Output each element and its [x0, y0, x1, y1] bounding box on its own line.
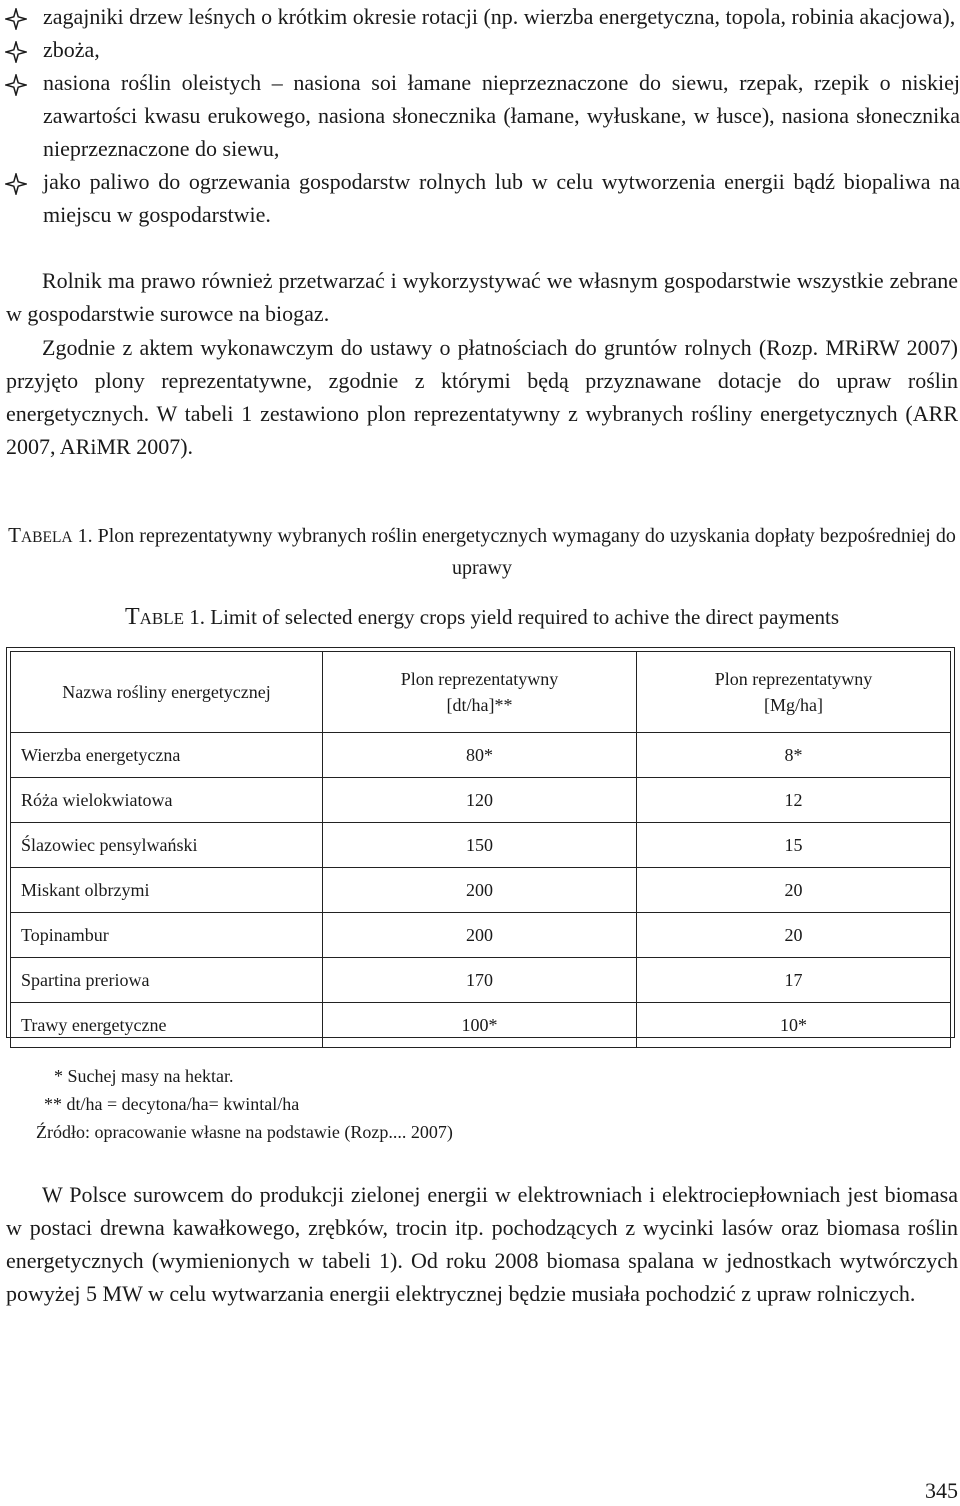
footnote-dry-mass: * Suchej masy na hektar. — [54, 1066, 234, 1086]
table-row — [11, 1003, 951, 1048]
crop-yield-table — [10, 651, 951, 1048]
bullet-item — [0, 165, 960, 231]
yield-dt-cell: 200 — [323, 913, 637, 958]
table-footnotes — [36, 1062, 453, 1146]
crop-name-cell: Spartina preriowa — [11, 958, 323, 1003]
paragraph: Rolnik ma prawo również przetwarzać i wykorzystywać we własnym gospodarstwie wszystkie zebrane w gospodarstwie surowce na biogaz. — [6, 268, 958, 326]
bullet-text: zboża, — [43, 37, 100, 62]
table-row — [11, 913, 951, 958]
table-row — [11, 778, 951, 823]
four-point-star-icon — [5, 8, 27, 30]
table-caption-polish: TABELA 1. Plon reprezentatywny wybranych roślin energetycznych wymagany do uzyskania dopłaty bezpośredniej do uprawy — [8, 523, 956, 579]
yield-mg-cell: 8* — [637, 733, 951, 778]
table-row — [11, 868, 951, 913]
four-point-star-icon — [5, 74, 27, 96]
crop-name-cell: Miskant olbrzymi — [11, 868, 323, 913]
paragraph: Zgodnie z aktem wykonawczym do ustawy o płatnościach do gruntów rolnych (Rozp. MRiRW 2007) przyjęto plony reprezentatywne, zgodnie z którymi będą przyznawane dotacje do upraw roślin energetycznych. W tabeli 1 zestawiono plon reprezentatywny z wybranych rośliny energetycznych (ARR 2007, ARiMR 2007). — [6, 335, 958, 459]
footnote-units: ** dt/ha = decytona/ha= kwintal/ha — [44, 1094, 300, 1114]
four-point-star-icon — [5, 173, 27, 195]
yield-dt-cell: 100* — [323, 1003, 637, 1048]
bullet-text: zagajniki drzew leśnych o krótkim okresie rotacji (np. wierzba energetyczna, topola, robinia akacjowa), — [43, 4, 956, 29]
yield-mg-cell: 15 — [637, 823, 951, 868]
table-caption-english: TABLE 1. Limit of selected energy crops yield required to achive the direct payments — [124, 604, 840, 630]
crop-name-cell: Ślazowiec pensylwański — [11, 823, 323, 868]
crop-name-cell: Róża wielokwiatowa — [11, 778, 323, 823]
yield-mg-cell: 20 — [637, 913, 951, 958]
yield-dt-cell: 80* — [323, 733, 637, 778]
four-point-star-icon — [5, 41, 27, 63]
crop-yield-table-frame — [6, 647, 955, 1038]
yield-mg-cell: 10* — [637, 1003, 951, 1048]
table-header-row — [11, 652, 951, 733]
paragraph: W Polsce surowcem do produkcji zielonej energii w elektrowniach i elektrociepłowniach jest biomasa w postaci drewna kawałkowego, zrębków, trocin itp. pochodzących z wycinki lasów oraz biomasa roślin energetycznych (wymienionych w tabeli 1). Od roku 2008 biomasa spalana w jednostkach wytwórczych powyżej 5 MW w celu wytwarzania energii elektrycznej będzie musiała pochodzić z upraw rolniczych. — [6, 1182, 958, 1306]
bullet-list — [0, 0, 960, 231]
bullet-text: jako paliwo do ogrzewania gospodarstw rolnych lub w celu wytworzenia energii bądź biopaliwa na miejscu w gospodarstwie. — [43, 169, 960, 227]
table-row — [11, 733, 951, 778]
yield-dt-cell: 120 — [323, 778, 637, 823]
bullet-text: nasiona roślin oleistych – nasiona soi łamane nieprzeznaczone do siewu, rzepak, rzepik o niskiej zawartości kwasu erukowego, nasiona słonecznika (łamane, wyłuskane, w łusce), nasiona słonecznika nieprzeznaczone do siewu, — [43, 70, 960, 161]
yield-dt-cell: 150 — [323, 823, 637, 868]
bullet-item — [0, 33, 960, 66]
yield-mg-cell: 17 — [637, 958, 951, 1003]
yield-dt-cell: 170 — [323, 958, 637, 1003]
header-crop-name: Nazwa rośliny energetycznej — [11, 652, 323, 733]
bullet-item — [0, 66, 960, 165]
crop-name-cell: Wierzba energetyczna — [11, 733, 323, 778]
page-number: 345 — [925, 1478, 958, 1503]
bullet-item — [0, 0, 960, 33]
header-yield-dt: Plon reprezentatywny [dt/ha]** — [323, 652, 637, 733]
table-row — [11, 823, 951, 868]
yield-mg-cell: 12 — [637, 778, 951, 823]
footnote-source: Źródło: opracowanie własne na podstawie (Rozp.... 2007) — [36, 1122, 453, 1142]
table-row — [11, 958, 951, 1003]
header-yield-mg: Plon reprezentatywny [Mg/ha] — [637, 652, 951, 733]
crop-name-cell: Topinambur — [11, 913, 323, 958]
yield-mg-cell: 20 — [637, 868, 951, 913]
crop-name-cell: Trawy energetyczne — [11, 1003, 323, 1048]
yield-dt-cell: 200 — [323, 868, 637, 913]
